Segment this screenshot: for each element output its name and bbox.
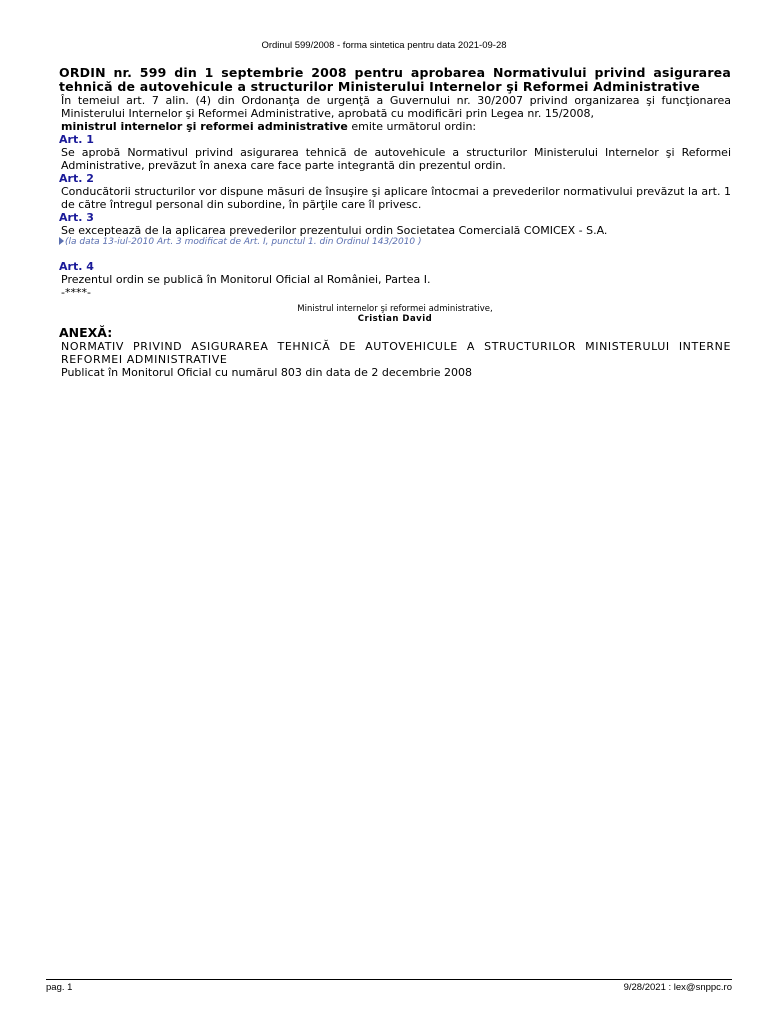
signature-name: Cristian David (357, 314, 433, 324)
article-3-text: Se exceptează de la aplicarea prevederilor prezentului ordin Societatea Comercială COMICEX - S.A. (61, 224, 608, 237)
issuer-statement: emite următorul ordin: (347, 120, 477, 133)
document-body (59, 66, 731, 379)
preamble: În temeiul art. 7 alin. (4) din Ordonanţa de urgenţă a Guvernului nr. 30/2007 privind organizarea şi funcţionarea Ministerului Internelor şi Reformei Administrative, aprobată cu modificări prin Legea nr. 15/2008, (61, 94, 731, 120)
modification-note-text[interactable]: (la data 13-iul-2010 Art. 3 modificat de Art. I, punctul 1. din Ordinul 143/2010 ) (65, 237, 422, 247)
article-1-text: Se aprobă Normativul privind asigurarea tehnică de autovehicule a structurilor Ministerului Internelor şi Reformei Administrative, prevăzut în anexa care face parte integrantă din prezentul ordin. (61, 146, 731, 172)
separator: -****- (61, 286, 91, 299)
page-number: pag. 1 (46, 982, 73, 993)
article-4-text: Prezentul ordin se publică în Monitorul Oficial al României, Partea I. (61, 273, 431, 286)
annex-heading: ANEXĂ: (59, 325, 113, 340)
article-1-label: Art. 1 (59, 133, 94, 146)
issuer-line (59, 120, 731, 133)
article-4-label: Art. 4 (59, 260, 94, 273)
article-3-label: Art. 3 (59, 211, 94, 224)
footer-divider (46, 979, 732, 980)
article-3-modification-note[interactable] (59, 237, 731, 248)
article-2-label: Art. 2 (59, 172, 94, 185)
article-2-text: Conducătorii structurilor vor dispune măsuri de însuşire şi aplicare întocmai a prevederilor normativului prevăzut la art. 1 de către întregul personal din subordine, în părţile care îl privesc. (61, 185, 731, 211)
expand-triangle-icon[interactable] (59, 237, 64, 245)
issuer-name: ministrul internelor şi reformei administrative (61, 120, 348, 133)
footer-date-email: 9/28/2021 : lex@snppc.ro (623, 982, 732, 993)
document-title: ORDIN nr. 599 din 1 septembrie 2008 pentru aprobarea Normativului privind asigurarea tehnică de autovehicule a structurilor Ministerului Internelor şi Reformei Administrative (59, 65, 731, 94)
running-header: Ordinul 599/2008 - forma sintetica pentru data 2021-09-28 (261, 40, 507, 51)
annex-title: NORMATIV PRIVIND ASIGURAREA TEHNICĂ DE AUTOVEHICULE A STRUCTURILOR MINISTERULUI INTERNE REFORMEI ADMINISTRATIVE (61, 340, 731, 366)
annex-publication: Publicat în Monitorul Oficial cu numărul 803 din data de 2 decembrie 2008 (61, 366, 473, 379)
signature-role: Ministrul internelor şi reformei administrative, (297, 304, 493, 314)
signature-block (59, 304, 731, 324)
